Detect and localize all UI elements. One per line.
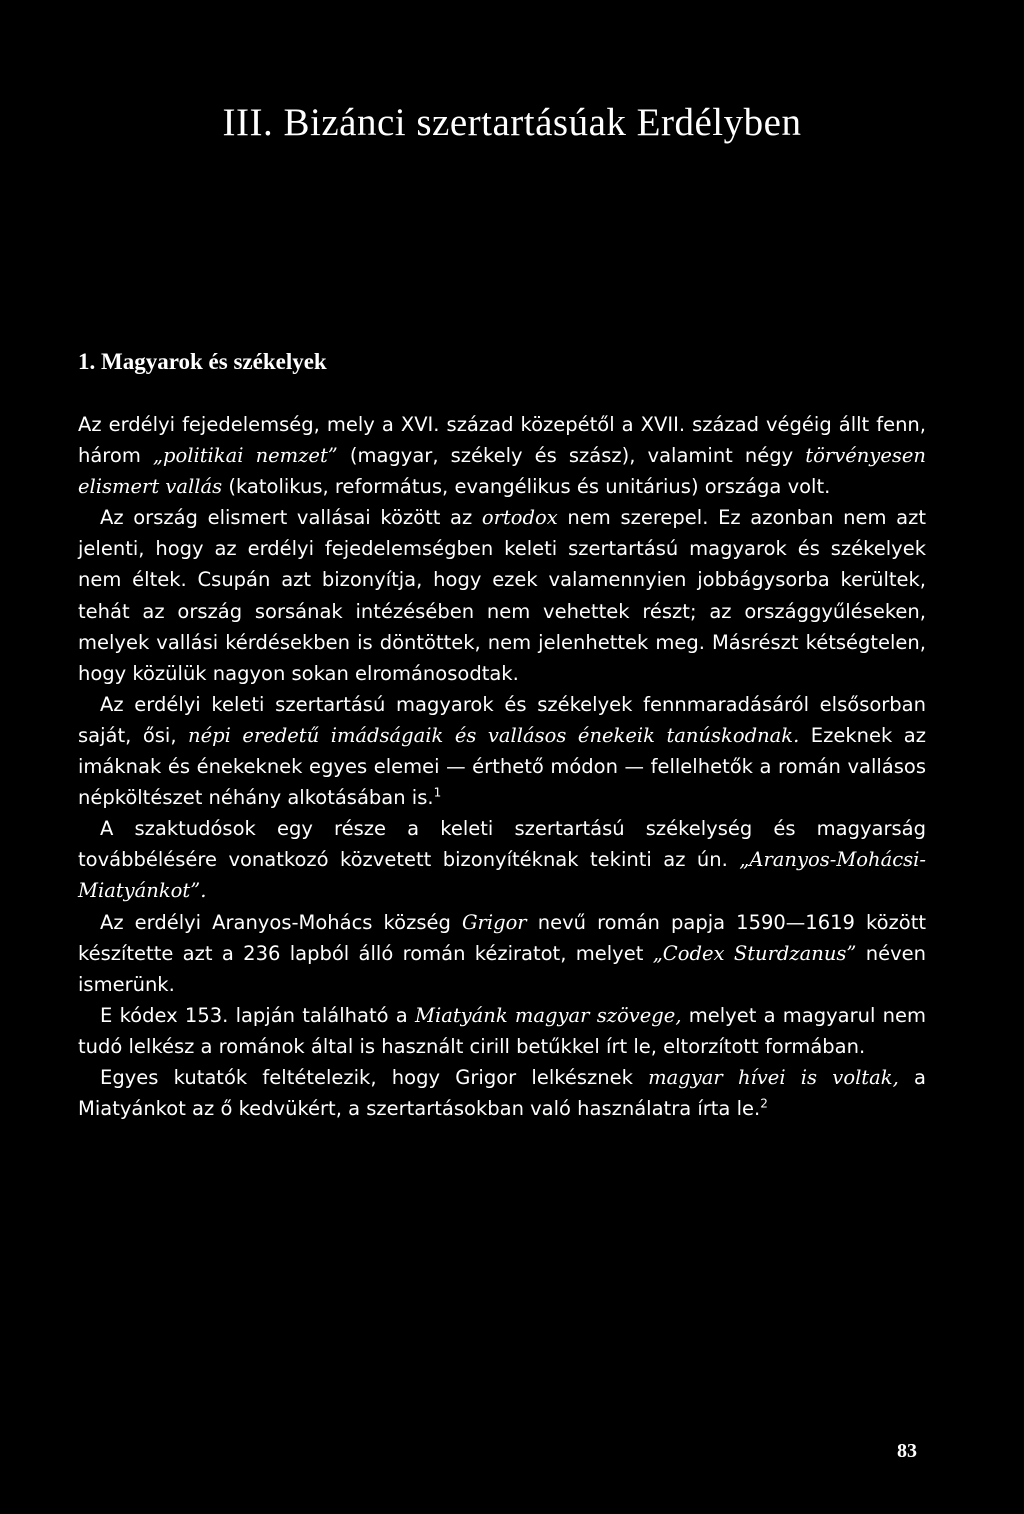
paragraph-4: A szaktudósok egy része a keleti szertartású székelység és magyarság továbbélésére vonatkozó közvetett bizonyítéknak tekinti az ún. „Aranyos-Mohácsi-Miatyánkot”. <box>78 817 926 903</box>
chapter-title: III. Bizánci szertartásúak Erdélyben <box>222 101 802 144</box>
paragraph-3: Az erdélyi keleti szertartású magyarok és székelyek fennmaradásáról elsősorban saját, ősi, népi eredetű imádságaik és vallásos énekeik tanúskodnak. Ezeknek az imáknak és énekeknek egyes elemei — érthető módon — fellelhetők a román vallásos népköltészet néhány alkotásában is.$^1$ <box>78 692 926 810</box>
paragraph-2: Az ország elismert vallásai között az ortodox nem szerepel. Ez azonban nem azt jelenti, hogy az erdélyi fejedelemségben keleti szertartású magyarok és székelyek nem éltek. Csupán azt bizonyítja, hogy ezek valamennyien jobbágysorba kerültek, tehát az ország sorsának intézésében nem vehettek részt; az országgyűléseken, melyek vallási kérdésekben is döntöttek, nem jelenhettek meg. Másrészt kétségtelen, hogy közülük nagyon sokan elrománosodtak. <box>78 506 926 685</box>
body-text <box>78 409 926 1124</box>
footnote-ref-1: 1 <box>433 785 442 800</box>
paragraph-5: Az erdélyi Aranyos-Mohács község Grigor nevű román papja 1590—1619 között készítette azt a 236 lapból álló román kéziratot, melyet „Codex Sturdzanus” néven ismerünk. <box>78 910 926 996</box>
paragraph-1: Az erdélyi fejedelemség, mely a XVI. század közepétől a XVII. század végéig állt fenn, három „politikai nemzet” (magyar, székely és szász), valamint négy törvényesen elismert vallás (katolikus, református, evangélikus és unitárius) országa volt. <box>78 413 926 499</box>
paragraph-7: Egyes kutatók feltételezik, hogy Grigor lelkésznek magyar hívei is voltak, a Miatyánkot az ő kedvükért, a szertartásokban való használatra írta le.$^2$ <box>78 1065 926 1121</box>
section-heading: 1. Magyarok és székelyek <box>78 349 327 374</box>
page-number: 83 <box>897 1440 917 1462</box>
paragraph-6: E kódex 153. lapján található a Miatyánk magyar szövege, melyet a magyarul nem tudó lelkész a románok által is használt cirill betűkkel írt le, eltorzított formában. <box>78 1003 926 1058</box>
footnote-ref-2: 2 <box>760 1096 768 1111</box>
